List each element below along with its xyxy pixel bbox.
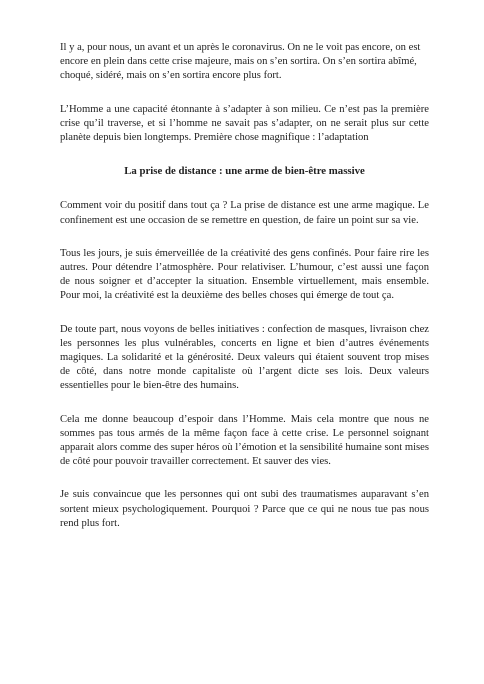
paragraph-trauma: Je suis convaincue que les personnes qui ont subi des traumatismes auparavant s’en sortent mieux psychologiquement. Pourquoi ? Parce que ce qui ne nous tue pas nous rend plus fort. [60, 489, 429, 529]
section-heading: La prise de distance : une arme de bien-être massive [124, 165, 365, 178]
paragraph-creativity: Tous les jours, je suis émerveillée de la créativité des gens confinés. Pour faire rire les autres. Pour détendre l’atmosphère. Pour relativiser. L’humour, c’est aussi une façon de nous soigner et d’accepter la situation. Ensemble virtuellement, mais ensemble. Pour moi, la créativité est la deuxième des belles choses qui émerge de tout ça. [60, 247, 429, 302]
paragraph-hope: Cela me donne beaucoup d’espoir dans l’Homme. Mais cela montre que nous ne sommes pas tous armés de la même façon face à cette crise. Le personnel soignant apparait alors comme des super héros où l’émotion et la sensibilité humaine sont mises de côté pour pouvoir travailler correctement. Et sauver des vies. [60, 413, 429, 468]
paragraph-adaptation: L’Homme a une capacité étonnante à s’adapter à son milieu. Ce n’est pas la première crise qu’il traverse, et si l’homme ne savait pas s’adapter, on ne serait plus sur cette planète depuis bien longtemps. Première chose magnifique : l’adaptation [60, 103, 429, 144]
document-body [60, 41, 429, 550]
paragraph-initiatives: De toute part, nous voyons de belles initiatives : confection de masques, livraison chez les personnes les plus vulnérables, concerts en ligne et bien d’autres événements magiques. La solidarité et la générosité. Deux valeurs qui étaient souvent trop mises de côté, dans notre monde capitaliste où l’argent dicte ses lois. Deux valeurs essentielles pour le bien-être des humains. [60, 323, 429, 392]
paragraph-distance: Comment voir du positif dans tout ça ? La prise de distance est une arme magique. Le confinement est une occasion de se remettre en question, de faire un point sur sa vie. [60, 200, 429, 226]
paragraph-intro: Il y a, pour nous, un avant et un après le coronavirus. On ne le voit pas encore, on est encore en plein dans cette crise majeure, mais on s’en sortira. On s’en sortira abîmé, choqué, sidéré, mais on s’en sortira encore plus fort. [60, 42, 421, 82]
